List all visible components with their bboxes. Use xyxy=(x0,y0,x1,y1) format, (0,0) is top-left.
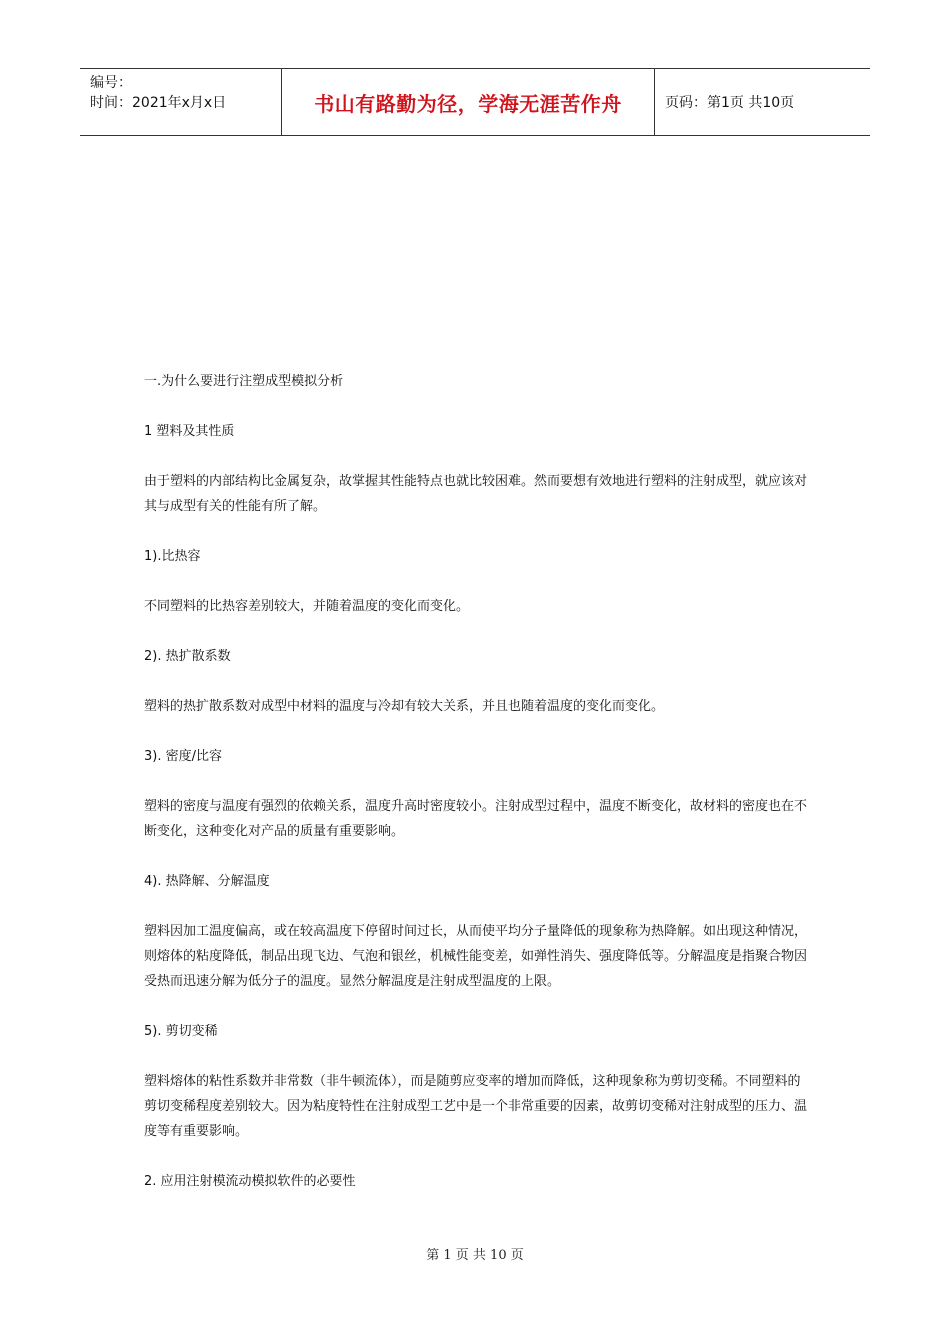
item-heading: 2). 热扩散系数 xyxy=(144,649,231,664)
body-paragraph: 塑料的热扩散系数对成型中材料的温度与冷却有较大关系，并且也随着温度的变化而变化。 xyxy=(144,699,665,714)
number-label: 编号： xyxy=(90,75,132,91)
body-paragraph: 塑料熔体的粘性系数并非常数（非牛顿流体），而是随剪应变率的增加而降低，这种现象称为剪切变稀。不同塑料的剪切变稀程度差别较大。因为粘度特性在注射成型工艺中是一个非常重要的因素，故剪切变稀对注射成型的压力、温度等有重要影响。 xyxy=(144,1074,808,1139)
page-footer: 第 1 页 共 10 页 xyxy=(426,1248,524,1263)
header-motto: 书山有路勤为径，学海无涯苦作舟 xyxy=(282,69,655,135)
subsection-heading: 2. 应用注射模流动模拟软件的必要性 xyxy=(144,1174,356,1189)
subsection-heading: 1 塑料及其性质 xyxy=(144,424,235,439)
body-paragraph: 塑料因加工温度偏高，或在较高温度下停留时间过长，从而使平均分子量降低的现象称为热降解。如出现这种情况，则熔体的粘度降低，制品出现飞边、气泡和银丝，机械性能变差，如弹性消失、强度降低等。分解温度是指聚合物因受热而迅速分解为低分子的温度。显然分解温度是注射成型温度的上限。 xyxy=(144,924,808,989)
header-meta xyxy=(80,69,282,135)
time-label: 时间：2021年x月x日 xyxy=(90,95,227,111)
item-heading: 5). 剪切变稀 xyxy=(144,1024,218,1039)
header-page-info: 页码：第1页 共10页 xyxy=(665,95,795,111)
body-paragraph: 由于塑料的内部结构比金属复杂，故掌握其性能特点也就比较困难。然而要想有效地进行塑料的注射成型，就应该对其与成型有关的性能有所了解。 xyxy=(144,474,808,514)
item-heading: 1).比热容 xyxy=(144,549,201,564)
body-paragraph: 塑料的密度与温度有强烈的依赖关系，温度升高时密度较小。注射成型过程中，温度不断变化，故材料的密度也在不断变化，这种变化对产品的质量有重要影响。 xyxy=(144,799,808,839)
body-paragraph: 不同塑料的比热容差别较大，并随着温度的变化而变化。 xyxy=(144,599,470,614)
document-body xyxy=(144,369,812,1219)
item-heading: 4). 热降解、分解温度 xyxy=(144,874,270,889)
header-table xyxy=(80,68,870,136)
section-heading: 一.为什么要进行注塑成型模拟分析 xyxy=(144,374,344,389)
item-heading: 3). 密度/比容 xyxy=(144,749,222,764)
